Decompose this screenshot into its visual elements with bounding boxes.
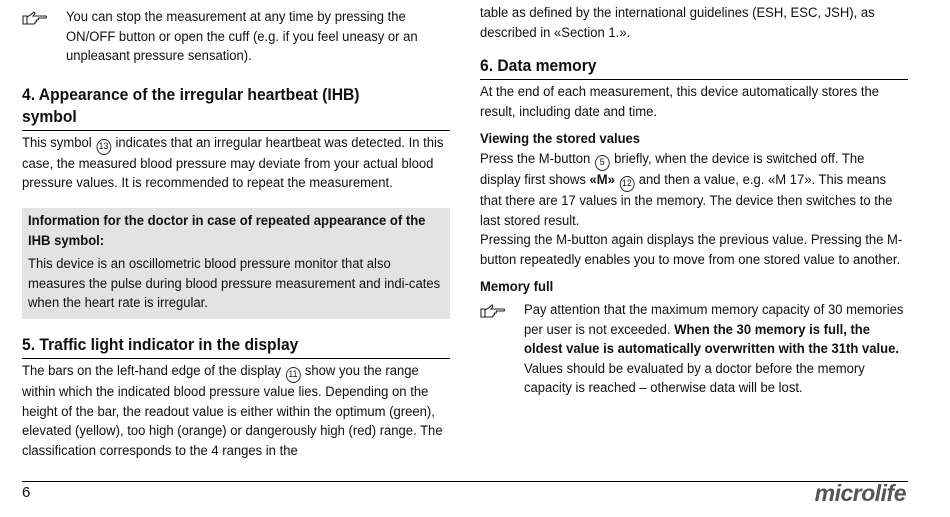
section-6-paragraph: At the end of each measurement, this device automatically stores the result, including date and time. — [480, 84, 880, 120]
pointing-hand-icon — [480, 301, 506, 319]
right-column — [480, 0, 908, 399]
viewing-values-paragraph: Press the M-button 5 briefly, when the device is switched off. The display first shows «M» 12 and then a value, e.g. «M 17». This means that there are 17 values in the memory. The device then switches to the last stored result. — [480, 150, 893, 229]
section-4-paragraph: This symbol 13 indicates that an irregular heartbeat was detected. In this case, the measured blood pressure may deviate from your actual blood pressure values. It is recommended to repeat the measurement. — [22, 134, 444, 192]
doctor-info-text: This device is an oscillometric blood pressure monitor that also measures the pulse during blood pressure measurement and indi-cates when the heart rate is irregular. — [28, 256, 441, 312]
left-column — [22, 0, 450, 461]
doctor-info-box — [22, 208, 450, 319]
viewing-values-paragraph-2: Pressing the M-button again displays the previous value. Pressing the M-button repeatedly enables you to move from one stored value to another. — [480, 232, 903, 268]
note-memory-full — [480, 301, 908, 399]
note-stop-measurement — [22, 8, 450, 67]
section-5-heading: 5. Traffic light indicator in the display — [22, 334, 450, 359]
viewing-values-heading: Viewing the stored values — [480, 131, 641, 148]
section-4-heading: 4. Appearance of the irregular heartbeat (IHB) symbol — [22, 84, 450, 131]
memory-full-heading: Memory full — [480, 279, 554, 296]
reference-marker: 12 — [620, 176, 635, 192]
reference-marker: 11 — [286, 367, 301, 383]
brand-logo: microlife — [814, 480, 906, 506]
pointing-hand-icon — [22, 8, 48, 26]
doctor-info-title: Information for the doctor in case of repeated appearance of the IHB symbol: — [28, 212, 426, 249]
reference-marker: 13 — [96, 139, 111, 155]
note-stop-text: You can stop the measurement at any time by pressing the ON/OFF button or open the cuff (e.g. if you feel uneasy or an unpleasant pressure sensation). — [66, 9, 418, 65]
page-number: 6 — [22, 484, 31, 501]
memory-full-text: Pay attention that the maximum memory capacity of 30 memories per user is not exceeded. When the 30 memory is full, the oldest value is automatically overwritten with the 31th value. Values should be evaluated by a doctor before the memory capacity is reached – otherwise data will be lost. — [524, 301, 904, 397]
reference-marker: 5 — [595, 155, 610, 171]
section-6-heading: 6. Data memory — [480, 55, 908, 80]
continued-text: table as defined by the international guidelines (ESH, ESC, JSH), as described in «Section 1.». — [480, 5, 875, 41]
section-5-paragraph: The bars on the left-hand edge of the display 11 show you the range within which the indicated blood pressure value lies. Depending on the height of the bar, the readout value is either within the optimum (green), elevated (yellow), too high (orange) or dangerously high (red) range. The classification corresponds to the 4 ranges in the — [22, 362, 443, 459]
footer-divider — [22, 481, 908, 482]
